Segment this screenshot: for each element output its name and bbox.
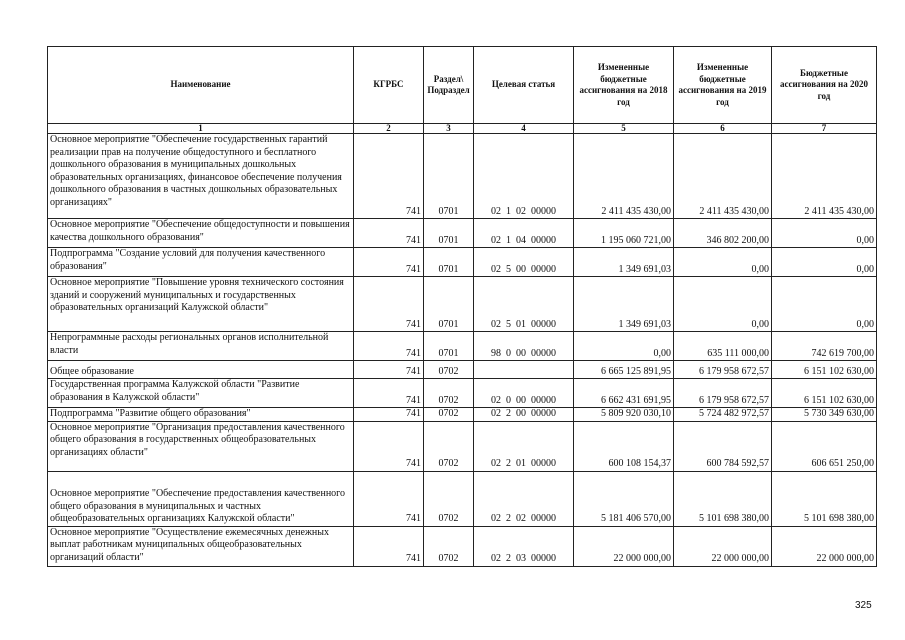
- header-target: Целевая статья: [474, 47, 574, 124]
- row-target: [474, 361, 574, 379]
- row-name: Основное мероприятие "Организация предоставления качественного общего образования в государственных общеобразовательных организациях области": [48, 421, 354, 471]
- table-row: [48, 421, 877, 471]
- row-2018: 0,00: [574, 332, 674, 361]
- row-section: 0701: [424, 219, 474, 248]
- row-kgrbs: 741: [354, 332, 424, 361]
- column-number: 3: [424, 124, 474, 134]
- row-2019: 6 179 958 672,57: [674, 361, 772, 379]
- row-2018: 600 108 154,37: [574, 421, 674, 471]
- row-section: 0702: [424, 471, 474, 526]
- table-row: [48, 361, 877, 379]
- row-section: 0702: [424, 421, 474, 471]
- row-target: 02 1 04 00000: [474, 219, 574, 248]
- header-2019: Измененные бюджетные ассигнования на 2019 год: [674, 47, 772, 124]
- row-2019: 6 179 958 672,57: [674, 379, 772, 408]
- row-2020: 0,00: [772, 248, 877, 277]
- row-2019: 635 111 000,00: [674, 332, 772, 361]
- header-section: Раздел\ Подраздел: [424, 47, 474, 124]
- column-number: 2: [354, 124, 424, 134]
- row-name: Основное мероприятие "Обеспечение государственных гарантий реализации прав на получение общедоступного и бесплатного дошкольного образования в муниципальных дошкольных образовательных организациях, финансовое обеспечение получения дошкольного образования в частных дошкольных образовательных организациях": [48, 134, 354, 219]
- row-2019: 22 000 000,00: [674, 526, 772, 566]
- row-2020: 742 619 700,00: [772, 332, 877, 361]
- row-kgrbs: 741: [354, 248, 424, 277]
- row-kgrbs: 741: [354, 361, 424, 379]
- row-2018: 2 411 435 430,00: [574, 134, 674, 219]
- table-row: [48, 277, 877, 332]
- row-2018: 5 181 406 570,00: [574, 471, 674, 526]
- table-row: [48, 379, 877, 408]
- row-2018: 6 665 125 891,95: [574, 361, 674, 379]
- row-2019: 600 784 592,57: [674, 421, 772, 471]
- table-row: [48, 471, 877, 526]
- row-2020: 5 101 698 380,00: [772, 471, 877, 526]
- row-2020: 6 151 102 630,00: [772, 361, 877, 379]
- row-name: Основное мероприятие "Обеспечение общедоступности и повышения качества дошкольного образования": [48, 219, 354, 248]
- row-target: 02 5 00 00000: [474, 248, 574, 277]
- header-name: Наименование: [48, 47, 354, 124]
- row-2019: 0,00: [674, 248, 772, 277]
- row-name: Общее образование: [48, 361, 354, 379]
- row-kgrbs: 741: [354, 134, 424, 219]
- table-row: [48, 134, 877, 219]
- row-target: 02 1 02 00000: [474, 134, 574, 219]
- row-2020: 5 730 349 630,00: [772, 408, 877, 422]
- row-name: Основное мероприятие "Повышение уровня технического состояния зданий и сооружений муниципальных и государственных образовательных организаций Калужской области": [48, 277, 354, 332]
- row-name: Основное мероприятие "Осуществление ежемесячных денежных выплат работникам муниципальных общеобразовательных организаций области": [48, 526, 354, 566]
- row-kgrbs: 741: [354, 219, 424, 248]
- table-row: [48, 248, 877, 277]
- row-name: Подпрограмма "Развитие общего образования": [48, 408, 354, 422]
- row-target: 02 2 02 00000: [474, 471, 574, 526]
- row-section: 0702: [424, 379, 474, 408]
- row-2020: 606 651 250,00: [772, 421, 877, 471]
- row-name: Основное мероприятие "Обеспечение предоставления качественного общего образования в муниципальных и частных общеобразовательных организациях Калужской области": [48, 471, 354, 526]
- column-number: 4: [474, 124, 574, 134]
- row-target: 02 5 01 00000: [474, 277, 574, 332]
- row-2020: 0,00: [772, 277, 877, 332]
- column-number: 7: [772, 124, 877, 134]
- table-row: [48, 332, 877, 361]
- row-2018: 6 662 431 691,95: [574, 379, 674, 408]
- row-2019: 5 724 482 972,57: [674, 408, 772, 422]
- row-section: 0702: [424, 361, 474, 379]
- row-name: Подпрограмма "Создание условий для получения качественного образования": [48, 248, 354, 277]
- row-section: 0701: [424, 277, 474, 332]
- row-section: 0701: [424, 134, 474, 219]
- header-kgrbs: КГРБС: [354, 47, 424, 124]
- row-target: 02 2 03 00000: [474, 526, 574, 566]
- table-row: [48, 526, 877, 566]
- column-number: 6: [674, 124, 772, 134]
- row-name: Непрограммные расходы региональных органов исполнительной власти: [48, 332, 354, 361]
- row-2018: 1 349 691,03: [574, 248, 674, 277]
- table-row: [48, 219, 877, 248]
- row-section: 0701: [424, 332, 474, 361]
- row-target: 02 2 00 00000: [474, 408, 574, 422]
- header-2018: Измененные бюджетные ассигнования на 2018 год: [574, 47, 674, 124]
- row-2019: 2 411 435 430,00: [674, 134, 772, 219]
- row-kgrbs: 741: [354, 526, 424, 566]
- budget-table: [47, 46, 877, 567]
- row-kgrbs: 741: [354, 421, 424, 471]
- column-number-row: [48, 124, 877, 134]
- row-target: 02 0 00 00000: [474, 379, 574, 408]
- header-row: [48, 47, 877, 124]
- row-2019: 0,00: [674, 277, 772, 332]
- header-2020: Бюджетные ассигнования на 2020 год: [772, 47, 877, 124]
- row-target: 98 0 00 00000: [474, 332, 574, 361]
- row-2019: 5 101 698 380,00: [674, 471, 772, 526]
- row-2018: 22 000 000,00: [574, 526, 674, 566]
- column-number: 1: [48, 124, 354, 134]
- row-2020: 2 411 435 430,00: [772, 134, 877, 219]
- row-kgrbs: 741: [354, 379, 424, 408]
- row-name: Государственная программа Калужской области "Развитие образования в Калужской области": [48, 379, 354, 408]
- row-2018: 1 195 060 721,00: [574, 219, 674, 248]
- row-2018: 1 349 691,03: [574, 277, 674, 332]
- row-2020: 22 000 000,00: [772, 526, 877, 566]
- row-2019: 346 802 200,00: [674, 219, 772, 248]
- row-section: 0701: [424, 248, 474, 277]
- column-number: 5: [574, 124, 674, 134]
- row-2020: 0,00: [772, 219, 877, 248]
- row-2018: 5 809 920 030,10: [574, 408, 674, 422]
- row-kgrbs: 741: [354, 408, 424, 422]
- row-2020: 6 151 102 630,00: [772, 379, 877, 408]
- table-row: [48, 408, 877, 422]
- row-section: 0702: [424, 408, 474, 422]
- page-number: 325: [855, 600, 872, 611]
- row-kgrbs: 741: [354, 277, 424, 332]
- row-target: 02 2 01 00000: [474, 421, 574, 471]
- row-section: 0702: [424, 526, 474, 566]
- row-kgrbs: 741: [354, 471, 424, 526]
